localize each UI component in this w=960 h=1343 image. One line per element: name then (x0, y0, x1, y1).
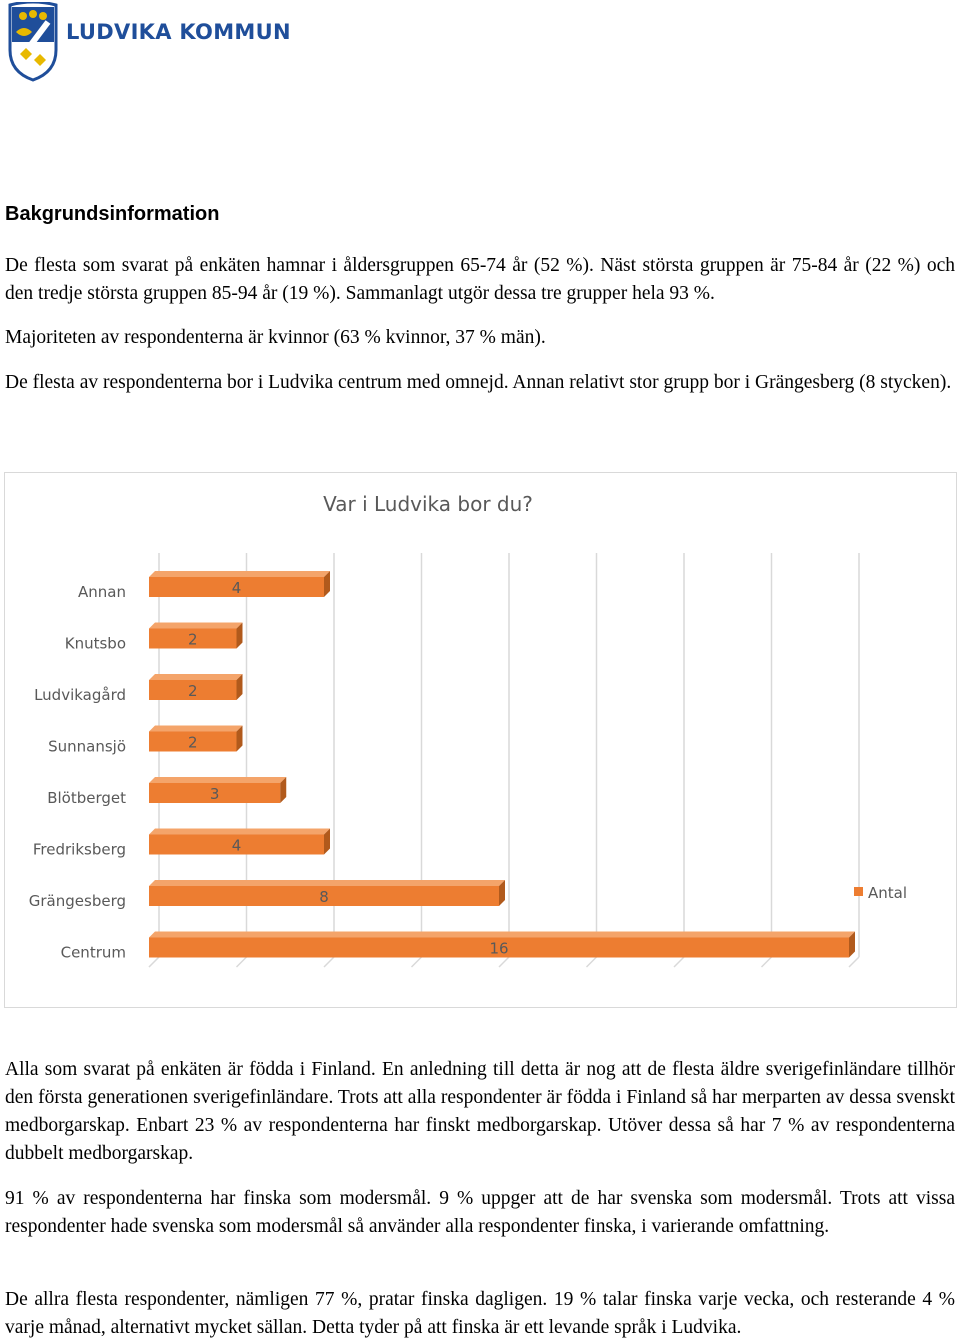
coat-of-arms-icon (4, 2, 62, 82)
gridline-floor (499, 957, 509, 967)
category-label: Grängesberg (28, 892, 126, 910)
paragraph-birthplace: Alla som svarat på enkäten är födda i Finland. En anledning till detta är nog att de flesta äldre sverigefinländare tillhör den första generationen sverigefinländare. Trots att alla respondenter är födda i Finland så har merparten av dessa svenskt medborgarskap. Enbart 23 % av respondenterna har finskt medborgarskap. Utöver dessa så har 7 % av respondenterna dubbelt medborgarskap. (5, 1059, 955, 1164)
bar-top-3 (149, 674, 243, 680)
category-label: Sunnansjö (48, 737, 126, 756)
data-label: 4 (231, 579, 242, 597)
gridline-floor (587, 957, 597, 967)
legend-swatch (854, 887, 863, 896)
data-label: 2 (187, 630, 198, 649)
paragraph-mother-tongue: 91 % av respondenterna har finska som modersmål. 9 % uppger att de har svenska som modersmål. Trots att vissa respondenter hade svenska som modersmål så använder alla respondenter finska, i varierande omfattning. (5, 1188, 955, 1237)
gridline-floor (324, 957, 334, 967)
paragraph-gender: Majoriteten av respondenterna är kvinnor (63 % kvinnor, 37 % män). (5, 327, 546, 348)
data-label: 2 (187, 682, 198, 700)
category-label: Blötberget (47, 789, 126, 807)
data-label: 4 (231, 836, 242, 855)
category-label: Fredriksberg (32, 840, 126, 859)
data-label: 3 (209, 785, 220, 803)
category-label: Annan (78, 583, 126, 601)
legend-label: Antal (868, 884, 908, 902)
paragraph-residence: De flesta av respondenterna bor i Ludvika centrum med omnejd. Annan relativt stor grupp bor i Grängesberg (8 stycken). (5, 372, 952, 393)
gridline-floor (237, 957, 247, 967)
category-label: Centrum (60, 943, 126, 962)
bar-top-8 (149, 932, 855, 938)
paragraph-daily-usage: De allra flesta respondenter, nämligen 77 %, pratar finska dagligen. 19 % talar finska varje vecka, och resterande 4 % varje månad, alternativt mycket sällan. Detta tyder på att finska är ett levande språk i Ludvika. (5, 1289, 955, 1338)
data-label: 16 (489, 939, 509, 958)
data-label: 2 (187, 733, 198, 752)
chart-title: Var i Ludvika bor du? (323, 492, 533, 516)
data-label: 8 (319, 888, 329, 906)
bar-top-1 (149, 571, 330, 577)
gridline-floor (762, 957, 772, 967)
bar-top-2 (149, 623, 243, 629)
bar-top-4 (149, 726, 243, 732)
category-label: Ludvikagård (34, 686, 126, 704)
paragraph-age: De flesta som svarat på enkäten hamnar i åldersgruppen 65-74 år (52 %). Näst största gruppen är 75-84 år (22 %) och den tredje största gruppen 85-94 år (19 %). Sammanlagt utgör dessa tre grupper hela 93 %. (5, 255, 955, 304)
gridline-floor (674, 957, 684, 967)
bar-top-7 (149, 880, 505, 886)
bar-top-5 (149, 777, 286, 783)
section-heading: Bakgrundsinformation (5, 203, 220, 225)
bar-top-6 (149, 829, 330, 835)
residence-chart-svg (5, 473, 956, 1007)
municipality-logo (4, 2, 291, 82)
category-label: Knutsbo (64, 634, 126, 653)
gridline-floor (412, 957, 422, 967)
logo-text: LUDVIKA KOMMUN (66, 20, 291, 44)
floor-edge (149, 957, 159, 967)
residence-chart (4, 472, 957, 1008)
gridline-floor (849, 957, 859, 967)
